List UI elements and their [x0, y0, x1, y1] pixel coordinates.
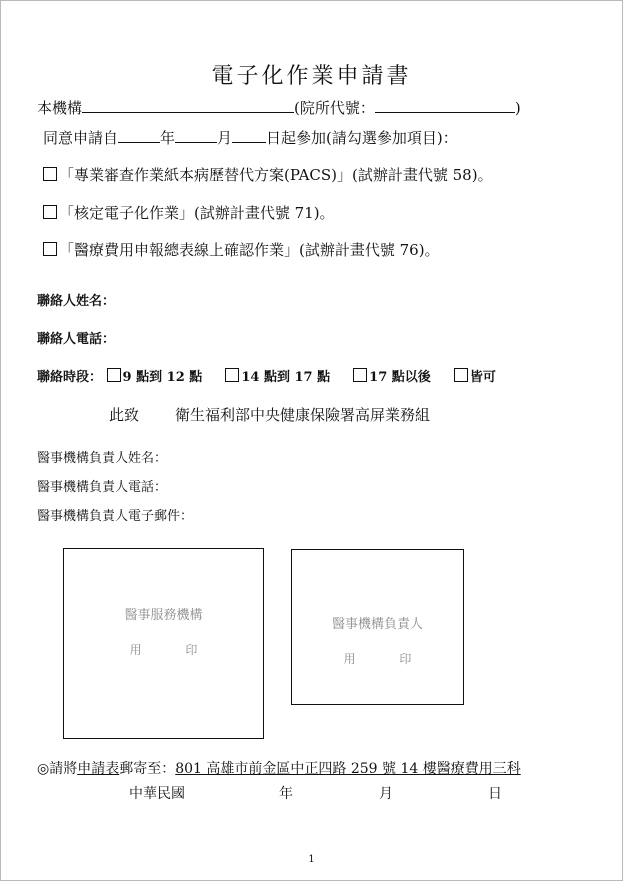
page-number: 1 [308, 854, 315, 865]
consent-month-blank[interactable] [175, 128, 217, 143]
institution-stamp-title: 醫事服務機構 [124, 608, 203, 623]
time-option-9-12[interactable] [107, 370, 203, 385]
time-after-17-checkbox[interactable] [353, 368, 367, 382]
date-month: 月 [379, 786, 393, 802]
option-approval-label: 「核定電子化作業」(試辦計畫代號 71)。 [59, 204, 335, 222]
time-after-17-label: 17 點以後 [369, 370, 431, 385]
agency-label: 本機構 [37, 99, 83, 117]
responsible-name-label: 醫事機構負責人姓名： [37, 451, 168, 466]
agency-line [37, 97, 521, 118]
consent-year-blank[interactable] [118, 128, 160, 143]
option-pacs[interactable] [43, 164, 493, 185]
institution-stamp-box[interactable] [63, 548, 264, 739]
option-confirmation-checkbox[interactable] [43, 242, 57, 256]
responsible-stamp-title: 醫事機構負責人 [331, 617, 423, 632]
mailing-mid: 郵寄至： [119, 761, 176, 777]
responsible-stamp-box[interactable] [291, 549, 464, 705]
hospital-code-blank[interactable] [375, 98, 515, 113]
consent-day-blank[interactable] [232, 128, 266, 143]
time-14-17-checkbox[interactable] [225, 368, 239, 382]
hospital-code-close: ) [514, 99, 521, 117]
option-confirmation-label: 「醫療費用申報總表線上確認作業」(試辦計畫代號 76)。 [59, 241, 440, 259]
consent-line [43, 127, 458, 148]
date-day: 日 [488, 786, 502, 802]
option-approval[interactable] [43, 202, 335, 223]
mailing-address: 801 高雄市前金區中正四路 259 號 14 樓醫療費用三科 [175, 761, 521, 777]
time-any-label: 皆可 [469, 370, 496, 385]
recipient-greeting: 此致 [109, 406, 140, 424]
contact-phone-label: 聯絡人電話： [37, 332, 116, 347]
institution-stamp-use: 用 印 [129, 643, 198, 657]
consent-day-suffix: 日起參加(請勾選參加項目)： [266, 129, 458, 147]
time-option-any[interactable] [454, 370, 496, 385]
responsible-email-label: 醫事機構負責人電子郵件： [37, 509, 194, 524]
time-9-12-checkbox[interactable] [107, 368, 121, 382]
time-any-checkbox[interactable] [454, 368, 468, 382]
agency-name-blank[interactable] [82, 98, 294, 113]
option-confirmation[interactable] [43, 239, 440, 260]
option-approval-checkbox[interactable] [43, 205, 57, 219]
consent-year-label: 年 [160, 129, 176, 147]
hospital-code-label: (院所代號： [294, 99, 375, 117]
consent-prefix: 同意申請自 [43, 129, 119, 147]
date-roc: 中華民國 [129, 786, 185, 802]
recipient-org: 衛生福利部中央健康保險署高屏業務組 [175, 406, 431, 424]
time-option-after-17[interactable] [353, 370, 431, 385]
contact-name-label: 聯絡人姓名： [37, 294, 116, 309]
form-title: 電子化作業申請書 [211, 64, 412, 89]
time-14-17-label: 14 點到 17 點 [241, 370, 331, 385]
option-pacs-label: 「專業審查作業紙本病歷替代方案(PACS)」(試辦計畫代號 58)。 [59, 166, 493, 184]
contact-time-label: 聯絡時段： [37, 370, 103, 385]
mailing-line [37, 758, 521, 778]
mailing-form-word: 申請表 [77, 761, 120, 777]
contact-time-line [37, 366, 496, 385]
responsible-stamp-use: 用 印 [343, 652, 412, 666]
option-pacs-checkbox[interactable] [43, 167, 57, 181]
mailing-prefix: ◎請將 [37, 761, 78, 777]
date-year: 年 [279, 786, 293, 802]
consent-month-label: 月 [217, 129, 233, 147]
responsible-phone-label: 醫事機構負責人電話： [37, 480, 168, 495]
time-option-14-17[interactable] [225, 370, 330, 385]
time-9-12-label: 9 點到 12 點 [122, 370, 203, 385]
